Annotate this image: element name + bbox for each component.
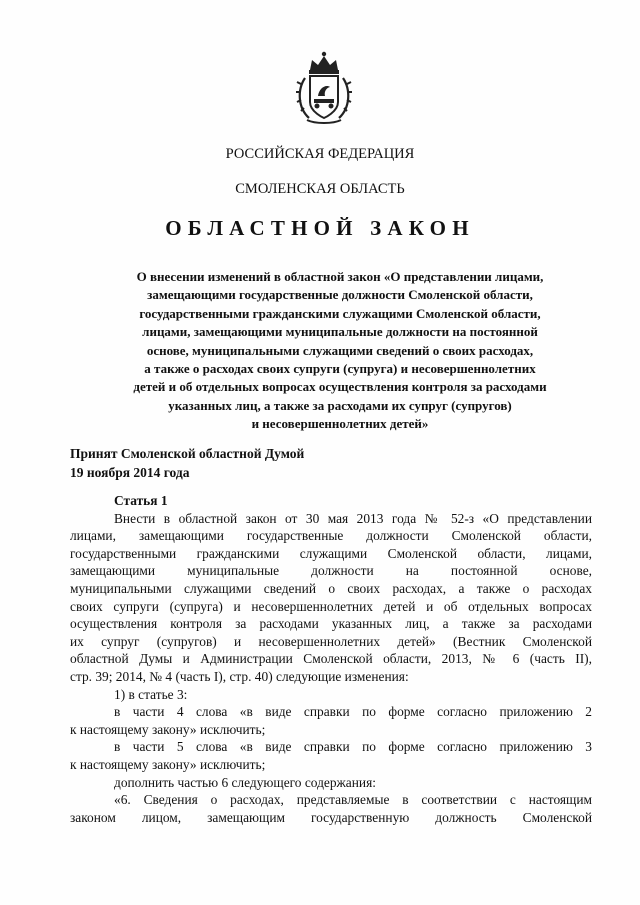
article-line: дополнить частью 6 следующего содержания: xyxy=(114,774,376,790)
article-line: к настоящему закону» исключить; xyxy=(70,756,266,772)
adoption-date: 19 ноября 2014 года xyxy=(70,465,190,480)
article-line: осуществления контроля за расходами указанных лиц, а также за расходами xyxy=(70,616,592,632)
subject-line: государственными гражданскими служащими Смоленской области, xyxy=(139,305,541,321)
subject-line: детей и об отдельных вопросах осуществления контроля за расходами xyxy=(133,379,547,395)
article-line: замещающими муниципальные должности на постоянной основе, xyxy=(70,563,592,579)
article-line: областной Думы и Администрации Смоленской области, 2013, № 6 (часть II), xyxy=(70,651,592,667)
subject-line: замещающими государственные должности Смоленской области, xyxy=(147,287,533,303)
article-line: их супруг (супругов) и несовершеннолетних детей» (Вестник Смоленской xyxy=(70,633,592,649)
document-type-title: ОБЛАСТНОЙ ЗАКОН xyxy=(165,216,475,240)
region-heading: СМОЛЕНСКАЯ ОБЛАСТЬ xyxy=(235,181,405,197)
article-line: в части 4 слова «в виде справки по форме согласно приложению 2 xyxy=(114,704,592,720)
article-line: к настоящему закону» исключить; xyxy=(70,721,266,737)
subject-line: О внесении изменений в областной закон «О представлении лицами, xyxy=(136,269,544,284)
law-subject-title xyxy=(80,268,600,434)
article-line: Внести в областной закон от 30 мая 2013 года № 52-з «О представлении xyxy=(114,510,592,526)
subject-line: а также о расходах своих супруги (супруга) и несовершеннолетних xyxy=(144,361,536,377)
article-title: Статья 1 xyxy=(114,493,168,508)
article-line: своих супруги (супруга) и несовершеннолетних детей и об отдельных вопросах xyxy=(70,598,592,614)
adoption-block xyxy=(70,444,304,482)
adopted-by: Принят Смоленской областной Думой xyxy=(70,446,305,461)
article-line: в части 5 слова «в виде справки по форме согласно приложению 3 xyxy=(114,739,592,755)
subject-line: основе, муниципальными служащими сведений о своих расходах, xyxy=(146,342,534,358)
federation-heading: РОССИЙСКАЯ ФЕДЕРАЦИЯ xyxy=(225,146,415,162)
article-line: стр. 39; 2014, № 4 (часть I), стр. 40) следующие изменения: xyxy=(70,668,409,684)
article-line: «6. Сведения о расходах, представляемые в соответствии с настоящим xyxy=(114,792,592,808)
article-line: лицами, замещающими государственные должности Смоленской области, xyxy=(70,528,592,544)
article-line: 1) в статье 3: xyxy=(114,686,188,702)
smolensk-coat-of-arms-icon xyxy=(295,50,353,126)
subject-line: лицами, замещающими муниципальные должности на постоянной xyxy=(142,324,538,340)
article-body xyxy=(70,492,592,826)
subject-line: указанных лиц, а также за расходами их супруг (супругов) xyxy=(168,397,512,413)
article-line: законом лицом, замещающим государственную должность Смоленской xyxy=(70,809,592,825)
article-line: муниципальными служащими сведений о своих расходах, а также о расходах xyxy=(70,580,592,596)
article-line: государственными гражданскими служащими Смоленской области, лицами, xyxy=(70,545,592,561)
subject-line: и несовершеннолетних детей» xyxy=(251,416,429,432)
